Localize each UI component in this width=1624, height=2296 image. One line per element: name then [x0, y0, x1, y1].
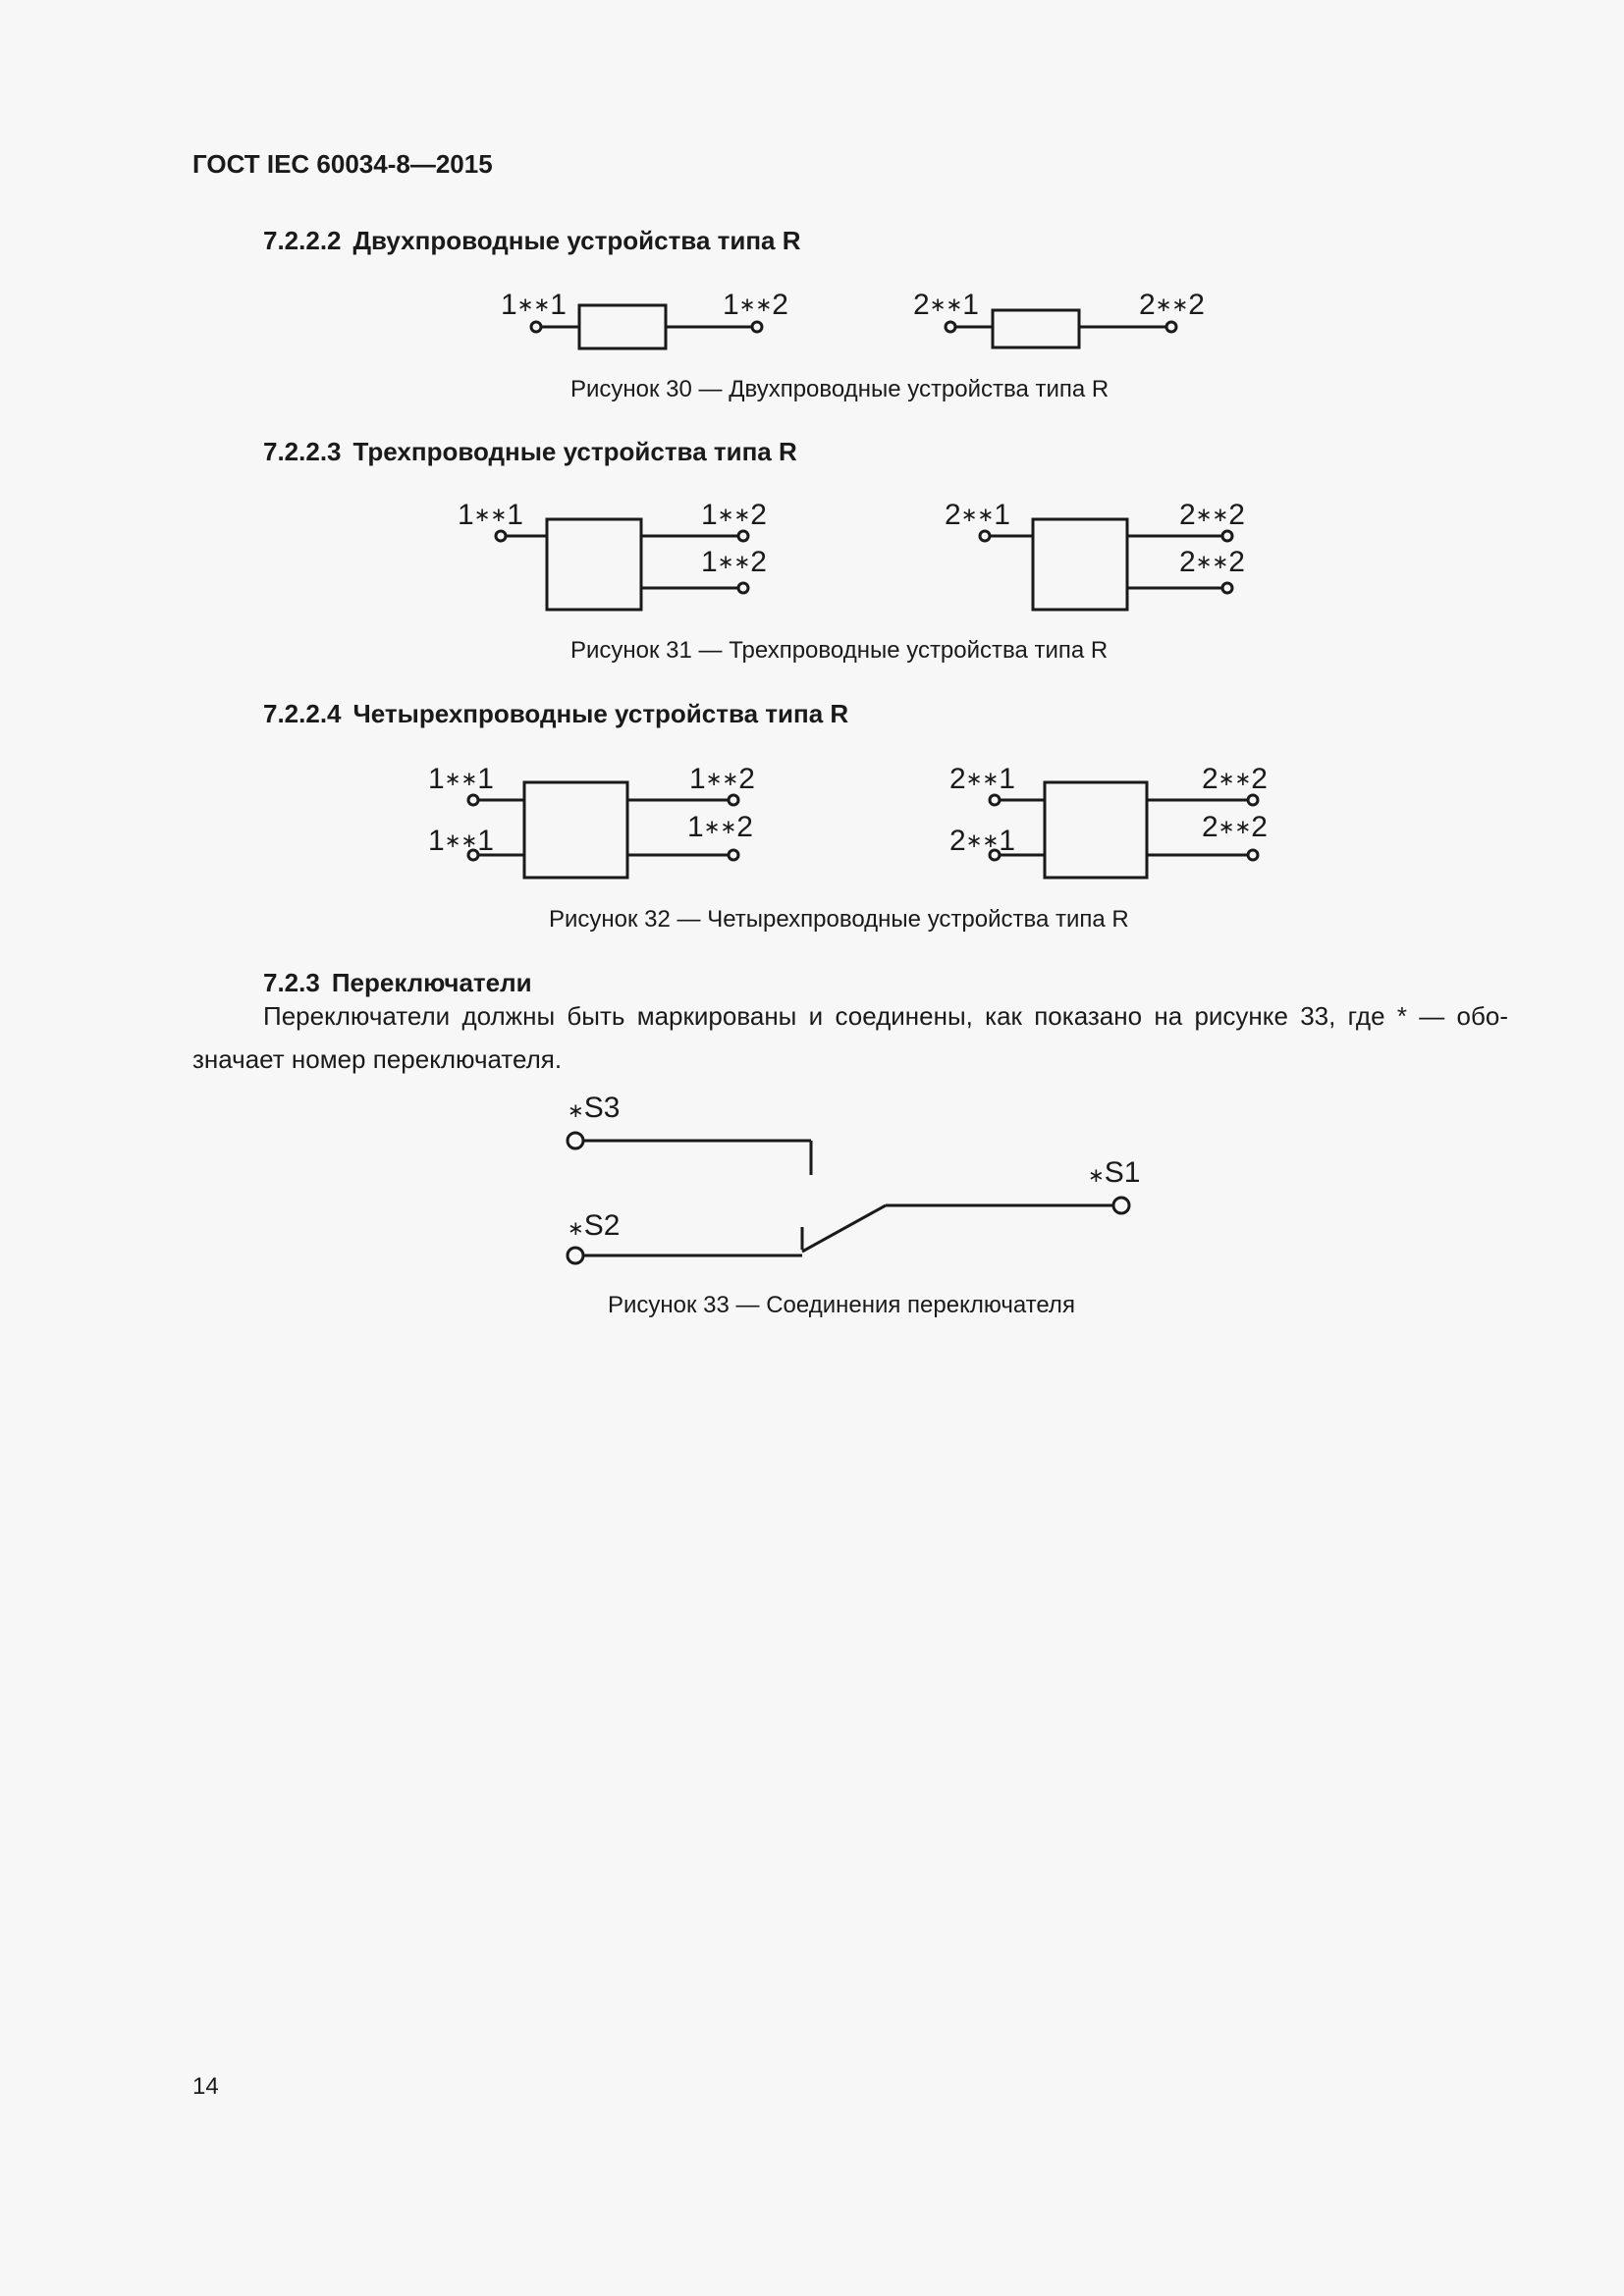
switch-label-s3: ∗S3 — [568, 1092, 621, 1124]
figure-32-caption: Рисунок 32 — Четырехпроводные устройства типа R — [549, 906, 1129, 933]
terminal-label: 2∗∗2 — [1139, 289, 1205, 321]
figure-30-caption: Рисунок 30 — Двухпроводные устройства типа R — [570, 376, 1110, 402]
switch-label-s2: ∗S2 — [568, 1209, 621, 1242]
section-title: Двухпроводные устройства типа R — [352, 226, 801, 255]
terminal-label: 2∗∗2 — [1202, 763, 1268, 795]
page-number: 14 — [192, 2073, 219, 2100]
figure-31-caption: Рисунок 31 — Трехпроводные устройства типа R — [570, 637, 1109, 664]
terminal-label: 1∗∗1 — [428, 763, 494, 795]
section-number: 7.2.3 — [263, 968, 320, 997]
terminal-circle — [1166, 322, 1176, 332]
switch-blade — [802, 1205, 886, 1252]
device-box — [1033, 519, 1127, 610]
paragraph-line-1: Переключатели должны быть маркированы и соединены, как показано на рисунке 33, где * — обо- — [263, 1001, 1508, 1031]
figure-33-diagram — [568, 1133, 1129, 1263]
terminal-label: 1∗∗2 — [687, 811, 753, 843]
figure-31-diagram — [496, 519, 1232, 610]
switch-label-s1: ∗S1 — [1088, 1156, 1141, 1189]
switch-terminal-s3 — [568, 1133, 583, 1148]
terminal-label: 1∗∗2 — [701, 499, 767, 531]
section-heading-7223 — [263, 437, 797, 467]
terminal-label: 1∗∗2 — [701, 546, 767, 578]
terminal-label: 1∗∗1 — [501, 289, 567, 321]
section-title: Трехпроводные устройства типа R — [352, 437, 797, 466]
switch-terminal-s1 — [1113, 1198, 1129, 1213]
terminal-label: 1∗∗2 — [689, 763, 755, 795]
terminal-label: 2∗∗2 — [1179, 499, 1245, 531]
terminal-circle — [946, 322, 955, 332]
device-box — [547, 519, 641, 610]
terminal-label: 1∗∗1 — [458, 499, 523, 531]
document-title: ГОСТ IEC 60034-8—2015 — [192, 149, 493, 179]
section-number: 7.2.2.3 — [263, 437, 342, 466]
section-title: Переключатели — [331, 968, 532, 997]
resistor-box — [579, 305, 666, 348]
terminal-label: 2∗∗2 — [1179, 546, 1245, 578]
section-number: 7.2.2.4 — [263, 699, 342, 728]
terminal-label: 1∗∗1 — [428, 825, 494, 857]
section-heading-7224 — [263, 699, 848, 729]
switch-terminal-s2 — [568, 1248, 583, 1263]
terminal-circle — [752, 322, 762, 332]
terminal-label: 2∗∗1 — [913, 289, 979, 321]
device-box — [524, 782, 627, 878]
terminal-label: 2∗∗1 — [945, 499, 1010, 531]
device-box — [1045, 782, 1147, 878]
section-title: Четырехпроводные устройства типа R — [352, 699, 849, 728]
terminal-label: 2∗∗1 — [949, 825, 1015, 857]
body-paragraph — [192, 994, 1508, 1081]
figure-33-caption: Рисунок 33 — Соединения переключателя — [608, 1292, 1075, 1318]
section-number: 7.2.2.2 — [263, 226, 342, 255]
paragraph-line-2: значает номер переключателя. — [192, 1044, 563, 1074]
figure-32-diagram — [468, 782, 1258, 878]
terminal-label: 2∗∗2 — [1202, 811, 1268, 843]
terminal-label: 2∗∗1 — [949, 763, 1015, 795]
terminal-circle — [531, 322, 541, 332]
terminal-label: 1∗∗2 — [723, 289, 788, 321]
resistor-box — [993, 310, 1079, 347]
